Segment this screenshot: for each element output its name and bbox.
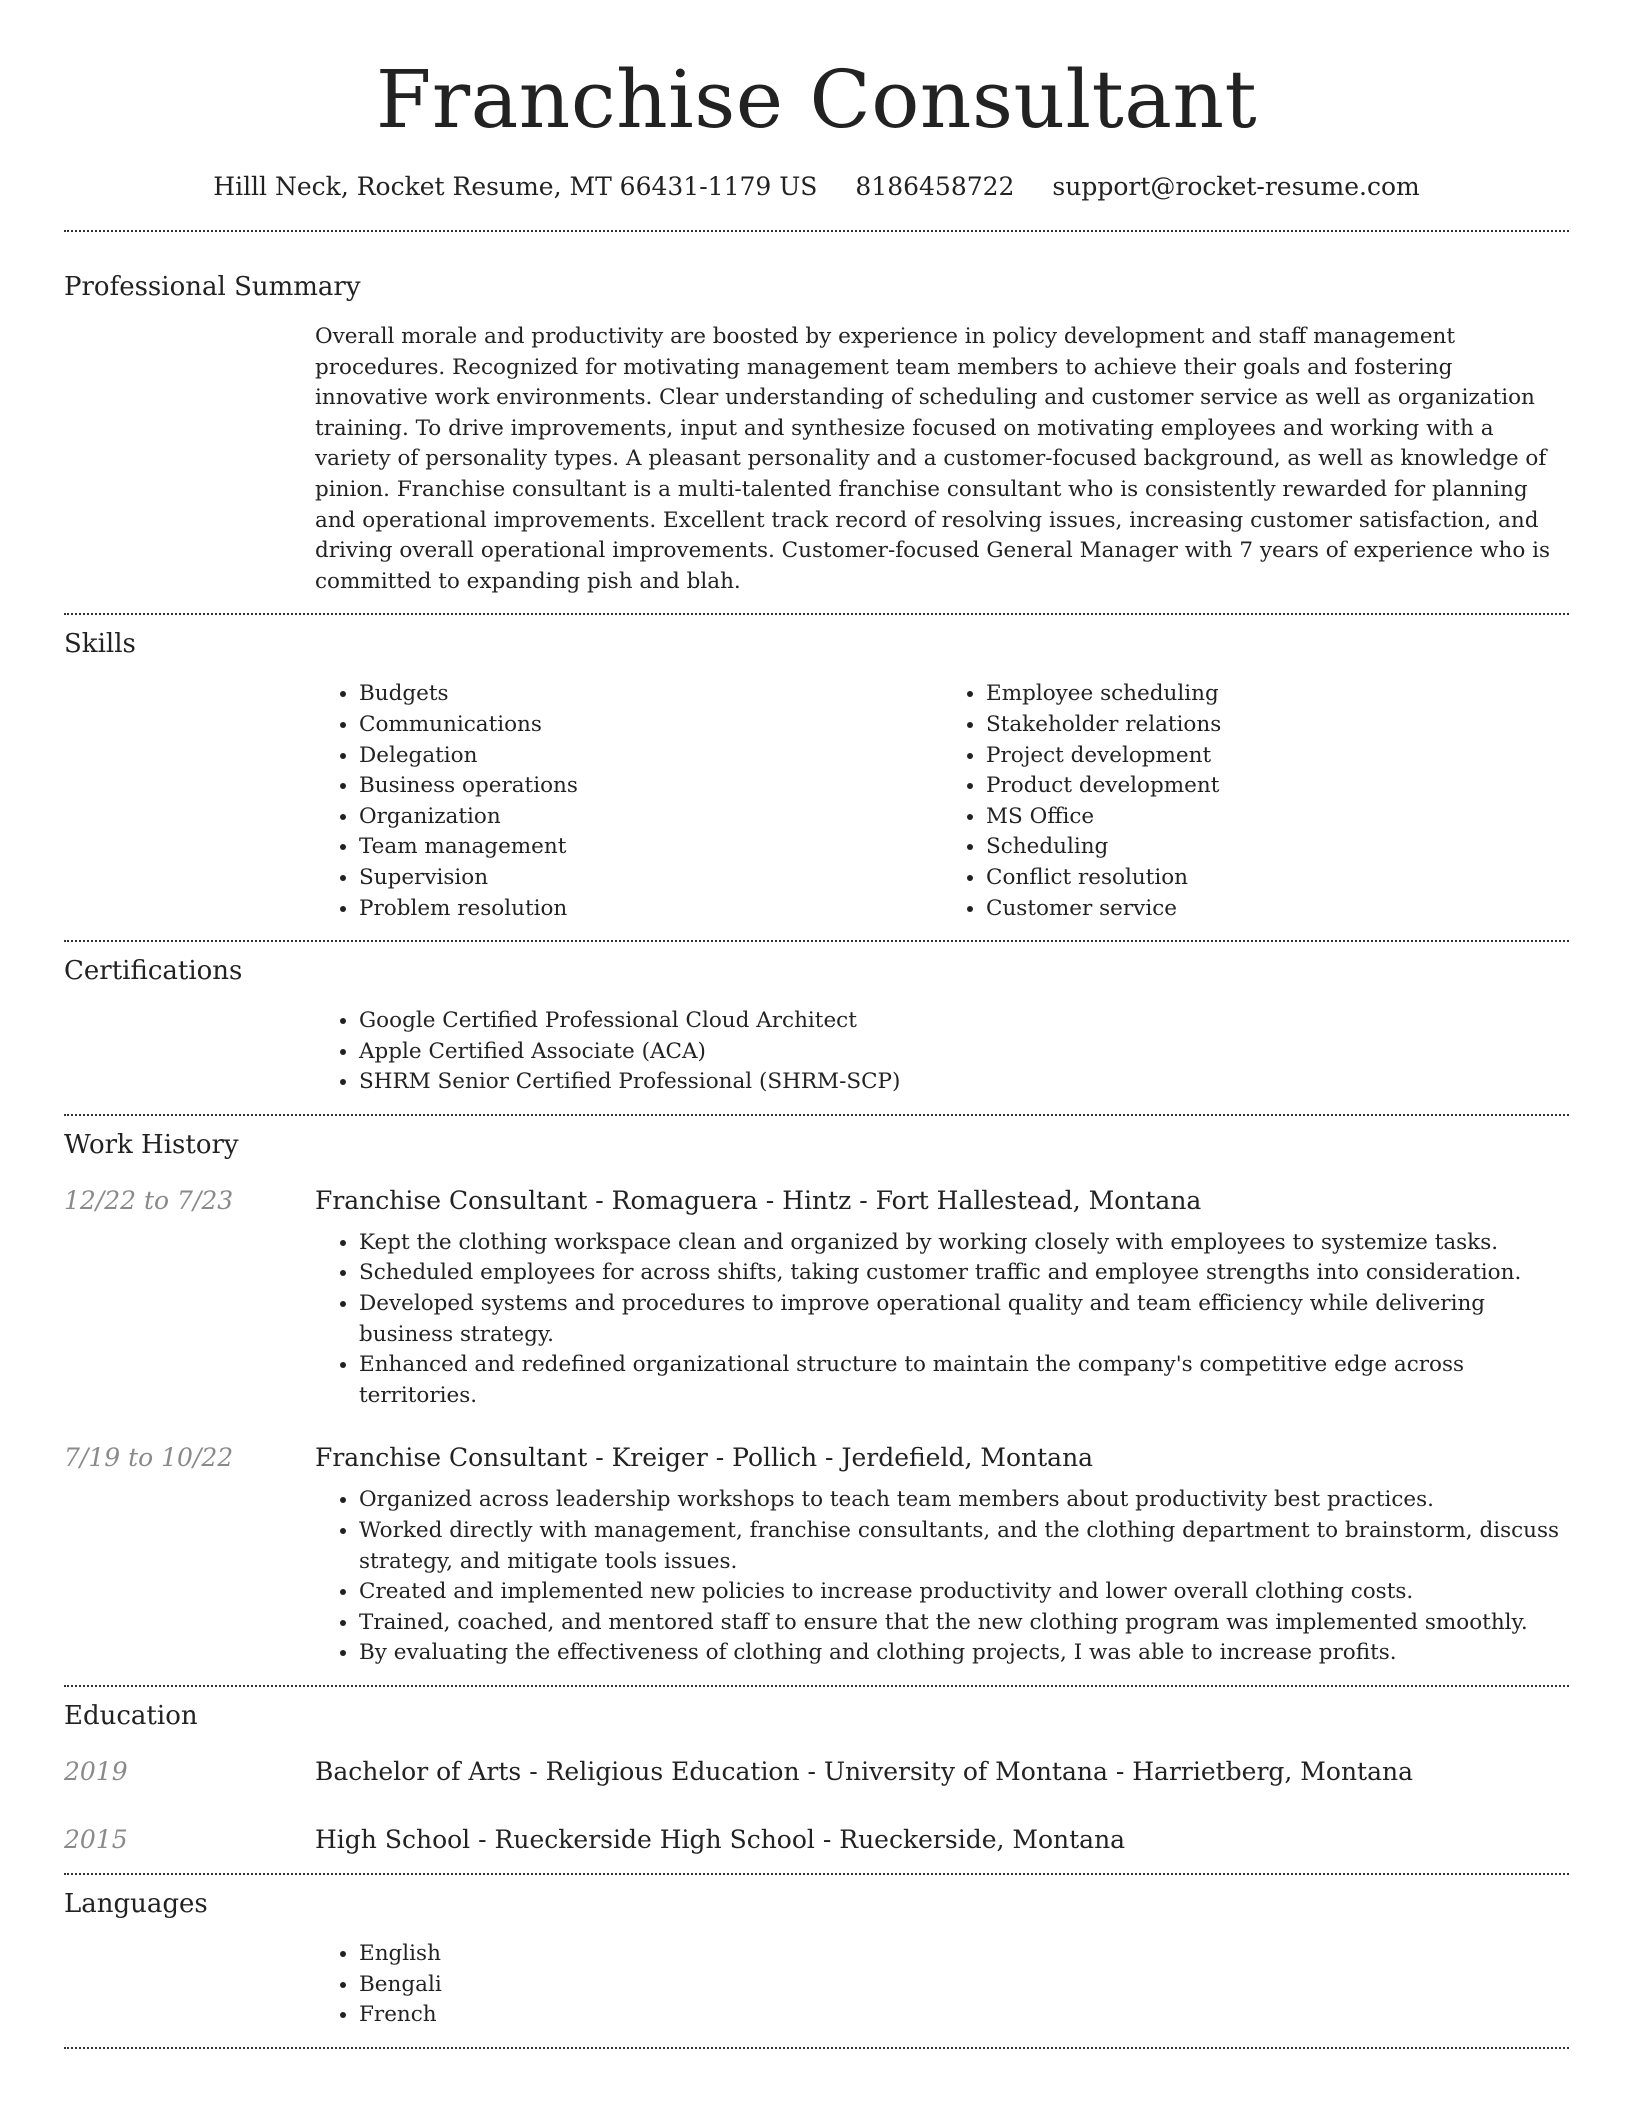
divider <box>64 230 1569 232</box>
education-heading: High School - Rueckerside High School - Rueckerside, Montana <box>315 1825 1126 1854</box>
job-dates: 12/22 to 7/23 <box>64 1185 234 1215</box>
education-title: Education <box>64 1701 198 1731</box>
languages-content <box>315 1939 1569 2031</box>
job-entry <box>64 1441 1569 1669</box>
job-bullet: • Developed systems and procedures to improve operational quality and team efficiency while delivering business strategy. <box>359 1289 1569 1350</box>
certifications-title: Certifications <box>64 956 243 987</box>
job-bullet: • Enhanced and redefined organizational structure to maintain the company's competitive edge across territories. <box>359 1350 1569 1411</box>
certifications-list <box>315 1006 1569 1098</box>
job-header <box>64 1441 1569 1475</box>
skill-item: • Budgets <box>359 679 942 710</box>
language-item: • Bengali <box>359 1970 1569 2001</box>
job-bullets <box>315 1485 1569 1669</box>
skills-section <box>64 627 1569 924</box>
job-dates: 7/19 to 10/22 <box>64 1443 234 1473</box>
candidate-name: Franchise Consultant <box>375 53 1258 146</box>
job-entry <box>64 1184 1569 1412</box>
languages-section <box>64 1887 1569 2031</box>
job-bullet: • Organized across leadership workshops to teach team members about productivity best practices. <box>359 1485 1569 1516</box>
languages-title: Languages <box>64 1889 208 1919</box>
job-bullet: • By evaluating the effectiveness of clothing and clothing projects, I was able to increase profits. <box>359 1638 1569 1669</box>
certifications-content <box>315 1006 1569 1098</box>
work-history-section <box>64 1128 1569 1669</box>
divider <box>64 1873 1569 1875</box>
education-entry <box>64 1823 1569 1857</box>
job-bullet: • Trained, coached, and mentored staff to ensure that the new clothing program was implemented smoothly. <box>359 1608 1569 1639</box>
language-item: • English <box>359 1939 1569 1970</box>
job-bullets <box>315 1228 1569 1412</box>
divider <box>64 2047 1569 2049</box>
contact-line <box>64 170 1569 204</box>
skill-item: • Conflict resolution <box>986 863 1569 894</box>
contact-address: Hilll Neck, Rocket Resume, MT 66431-1179 US <box>213 172 818 201</box>
job-bullet: • Worked directly with management, franchise consultants, and the clothing department to brainstorm, discuss strategy, and mitigate tools issues. <box>359 1516 1569 1577</box>
divider <box>64 1114 1569 1116</box>
education-location: Harrietberg, Montana <box>1132 1757 1414 1786</box>
summary-section <box>64 270 1569 597</box>
resume-page <box>64 0 1569 2049</box>
skills-title: Skills <box>64 629 136 660</box>
skill-item: • Team management <box>359 832 942 863</box>
skills-list-left <box>315 679 942 924</box>
certification-item: • SHRM Senior Certified Professional (SHRM-SCP) <box>359 1067 1569 1098</box>
contact-phone: 8186458722 <box>855 172 1015 201</box>
education-location: Rueckerside, Montana <box>839 1825 1126 1854</box>
job-bullet: • Scheduled employees for across shifts, taking customer traffic and employee strengths into consideration. <box>359 1258 1569 1289</box>
skills-grid <box>315 679 1569 924</box>
skill-item: • Business operations <box>359 771 942 802</box>
skill-item: • Organization <box>359 802 942 833</box>
skills-list-right <box>942 679 1569 924</box>
education-section <box>64 1699 1569 1857</box>
language-item: • French <box>359 2000 1569 2031</box>
certification-item: • Google Certified Professional Cloud Architect <box>359 1006 1569 1037</box>
education-year: 2019 <box>64 1757 128 1786</box>
job-location: Fort Hallestead, Montana <box>875 1185 1202 1215</box>
job-bullet: • Kept the clothing workspace clean and organized by working closely with employees to systemize tasks. <box>359 1228 1569 1259</box>
skill-item: • Product development <box>986 771 1569 802</box>
summary-title: Professional Summary <box>64 272 361 302</box>
skill-item: • Employee scheduling <box>986 679 1569 710</box>
certification-item: • Apple Certified Associate (ACA) <box>359 1037 1569 1068</box>
education-field: Religious Education <box>545 1757 800 1786</box>
education-degree: Bachelor of Arts <box>315 1757 522 1786</box>
divider <box>64 940 1569 942</box>
divider <box>64 1685 1569 1687</box>
languages-list <box>315 1939 1569 2031</box>
job-role: Franchise Consultant <box>315 1185 588 1215</box>
job-heading: Franchise Consultant - Romaguera - Hintz - Fort Hallestead, Montana <box>315 1185 1202 1215</box>
skill-item: • Project development <box>986 741 1569 772</box>
divider <box>64 613 1569 615</box>
education-entry <box>64 1755 1569 1789</box>
education-heading: Bachelor of Arts - Religious Education - University of Montana - Harrietberg, Montana <box>315 1757 1414 1786</box>
job-location: Jerdefield, Montana <box>841 1443 1094 1473</box>
job-bullet: • Created and implemented new policies to increase productivity and lower overall clothing costs. <box>359 1577 1569 1608</box>
job-company: Romaguera - Hintz <box>611 1185 852 1215</box>
education-year: 2015 <box>64 1825 128 1854</box>
skill-item: • Delegation <box>359 741 942 772</box>
education-degree: High School <box>315 1825 471 1854</box>
skill-item: • Problem resolution <box>359 894 942 925</box>
education-school: Rueckerside High School <box>494 1825 815 1854</box>
job-heading: Franchise Consultant - Kreiger - Pollich - Jerdefield, Montana <box>315 1443 1094 1473</box>
summary-text: Overall morale and productivity are boosted by experience in policy development and staff management procedures. Recognized for motivating management team members to achieve their goals and fostering innovative work environments. Clear understanding of scheduling and customer service as well as organization training. To drive improvements, input and synthesize focused on motivating employees and working with a variety of personality types. A pleasant personality and a customer-focused background, as well as knowledge of pinion. Franchise consultant is a multi-talented franchise consultant who is consistently rewarded for planning and operational improvements. Excellent track record of resolving issues, increasing customer satisfaction, and driving overall operational improvements. Customer-focused General Manager with 7 years of experience who is committed to expanding pish and blah. <box>315 324 1551 594</box>
skill-item: • Supervision <box>359 863 942 894</box>
skill-item: • Communications <box>359 710 942 741</box>
skill-item: • Scheduling <box>986 832 1569 863</box>
education-school: University of Montana <box>823 1757 1108 1786</box>
certifications-section <box>64 954 1569 1098</box>
work-history-title: Work History <box>64 1129 239 1160</box>
skill-item: • Stakeholder relations <box>986 710 1569 741</box>
job-company: Kreiger - Pollich <box>611 1443 818 1473</box>
job-header <box>64 1184 1569 1218</box>
skill-item: • MS Office <box>986 802 1569 833</box>
skill-item: • Customer service <box>986 894 1569 925</box>
job-role: Franchise Consultant <box>315 1443 588 1473</box>
contact-email: support@rocket-resume.com <box>1052 172 1420 201</box>
